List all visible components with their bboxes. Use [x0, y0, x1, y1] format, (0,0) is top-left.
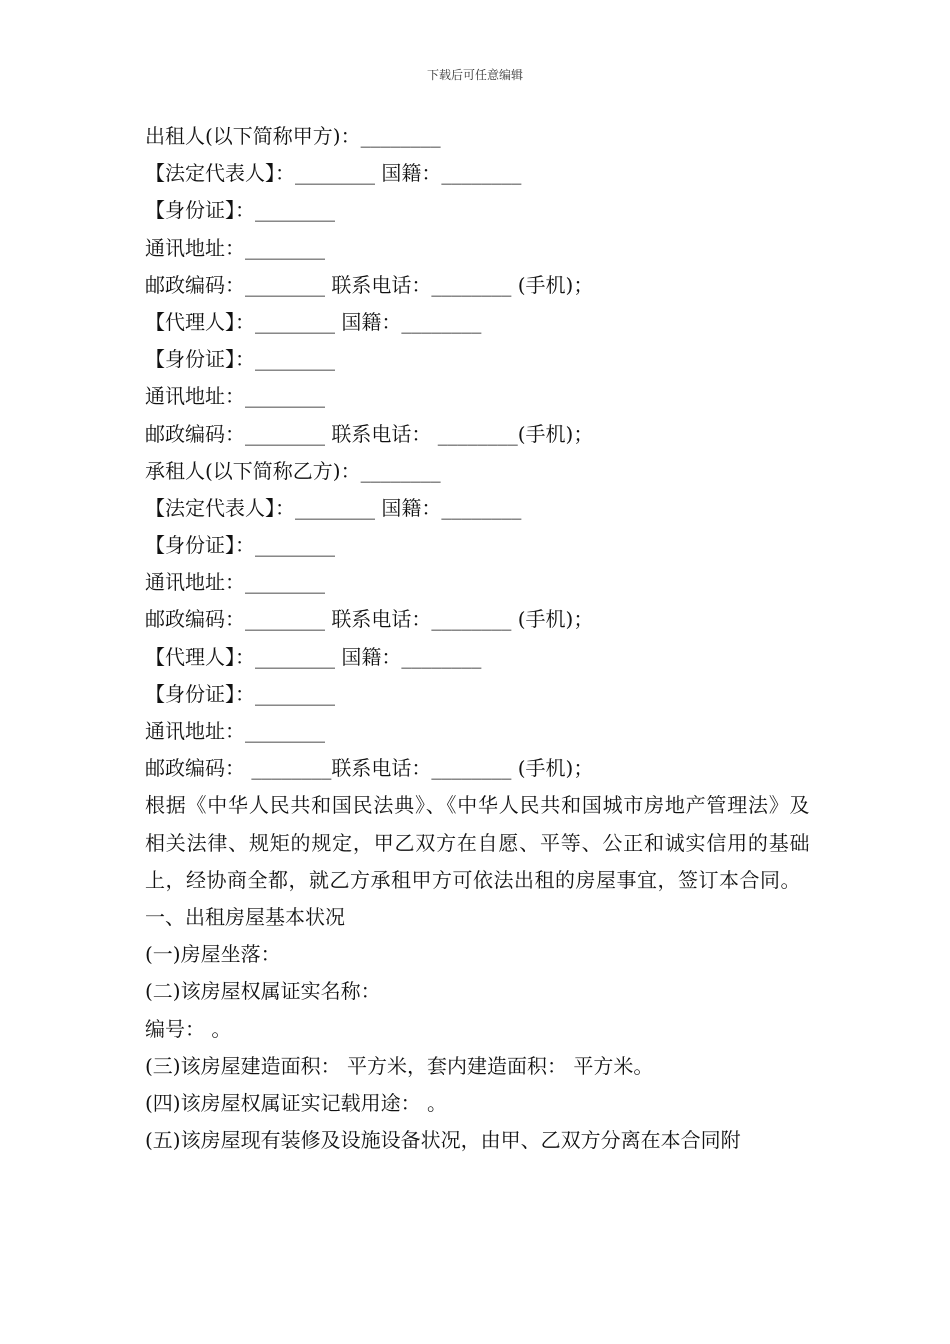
preamble-paragraph: 根据《中华人民共和国民法典》、《中华人民共和国城市房地产管理法》及相关法律、规矩的规定，甲乙双方在自愿、平等、公正和诚实信用的基础上，经协商全都，就乙方承租甲方可依法出租的房屋事宜，签订本合同。	[145, 793, 810, 892]
lessee-agent-id-line: 【身份证】：________	[145, 681, 335, 706]
section-heading: 一、出租房屋基本状况	[145, 904, 345, 929]
lessor-line: 出租人(以下简称甲方)：________	[145, 124, 441, 148]
lessor-agent-line: 【代理人】：________ 国籍：________	[145, 309, 482, 334]
lessor-agent-address-line: 通讯地址：________	[145, 384, 325, 409]
clause-certificate-number: 编号： 。	[145, 1016, 232, 1041]
lessor-legal-rep-line: 【法定代表人】：________ 国籍：________	[145, 161, 522, 186]
page-header: 下载后可任意编辑	[426, 68, 523, 82]
lessee-legal-rep-line: 【法定代表人】：________ 国籍：________	[145, 495, 522, 520]
lessor-address-line: 通讯地址：________	[145, 235, 325, 260]
lessee-id-line: 【身份证】：________	[145, 533, 335, 558]
lessor-postcode-phone-line: 邮政编码：________ 联系电话：________ (手机)；	[145, 272, 594, 297]
clause-certificate-name: (二)该房屋权属证实名称：	[145, 979, 381, 1004]
lessor-agent-postcode-phone-line: 邮政编码：________ 联系电话： ________(手机)；	[145, 421, 594, 446]
lessee-address-line: 通讯地址：________	[145, 570, 325, 595]
lessee-agent-postcode-phone-line: 邮政编码： ________联系电话：________ (手机)；	[145, 756, 594, 781]
lessee-agent-address-line: 通讯地址：________	[145, 719, 325, 743]
clause-area: (三)该房屋建造面积： 平方米，套内建造面积： 平方米。	[145, 1053, 654, 1078]
contract-body	[145, 118, 810, 1159]
clause-location: (一)房屋坐落：	[145, 942, 281, 967]
lessor-id-line: 【身份证】：________	[145, 198, 335, 223]
clause-decoration: (五)该房屋现有装修及设施设备状况，由甲、乙双方分离在本合同附	[145, 1128, 741, 1153]
clause-usage: (四)该房屋权属证实记载用途： 。	[145, 1090, 447, 1115]
lessee-agent-line: 【代理人】：________ 国籍：________	[145, 644, 482, 669]
lessee-line: 承租人(以下简称乙方)：________	[145, 458, 441, 483]
lessee-postcode-phone-line: 邮政编码：________ 联系电话：________ (手机)；	[145, 607, 594, 632]
lessor-agent-id-line: 【身份证】：________	[145, 347, 335, 372]
